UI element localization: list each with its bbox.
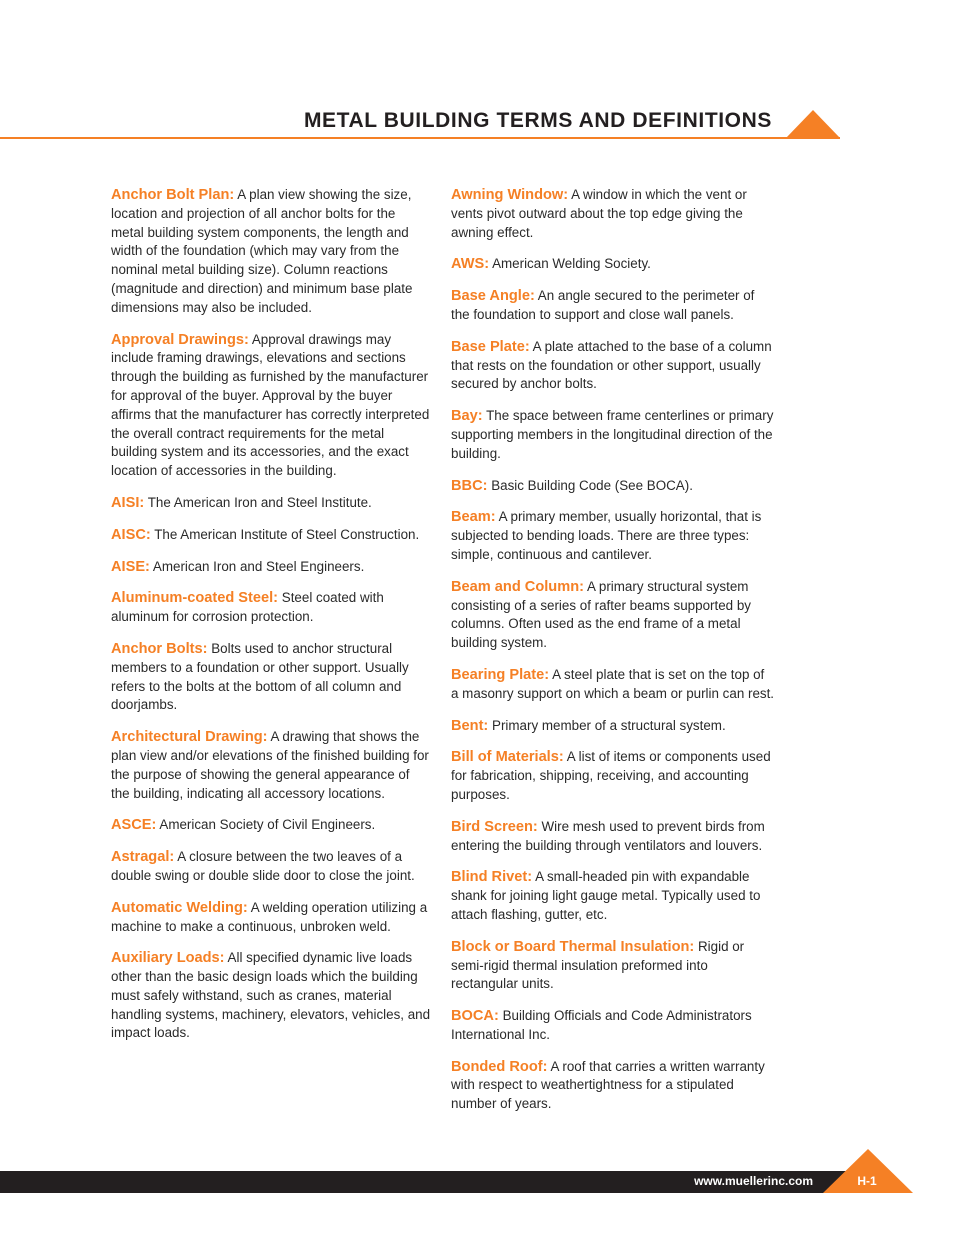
glossary-entry [451, 1007, 775, 1045]
glossary-entry [111, 949, 431, 1043]
glossary-term: Bird Screen: [451, 818, 538, 835]
glossary-term: AISI: [111, 494, 145, 511]
glossary-definition: A plan view showing the size, location and projection of all anchor bolts for the metal building system components, the length and width of the foundation (which may vary from the nominal metal building size). Column reactions (magnitude and direction) and minimum base plate dimensions may also be included. [111, 187, 413, 315]
glossary-entry [451, 287, 775, 325]
glossary-term: Bent: [451, 717, 489, 734]
glossary-entry [111, 494, 431, 513]
glossary-term: Anchor Bolt Plan: [111, 187, 235, 203]
glossary-term: Base Plate: [451, 338, 530, 355]
glossary-definition: An angle secured to the perimeter of the foundation to support and close wall panels. [451, 288, 755, 322]
glossary-definition: A small-headed pin with expandable shank for joining light gauge metal. Typically used to attach flashing, gutter, etc. [451, 869, 761, 922]
glossary-definition: A primary structural system consisting of a series of rafter beams supported by columns. Often used as the end frame of a metal building system. [451, 578, 751, 651]
glossary-entry [111, 589, 431, 627]
glossary-entry [451, 938, 775, 994]
glossary-term: Anchor Bolts: [111, 640, 208, 657]
glossary-term: BBC: [451, 477, 488, 494]
glossary-definition: A list of items or components used for fabrication, shipping, receiving, and accounting purposes. [451, 749, 771, 802]
left-column [111, 186, 431, 1056]
glossary-term: BOCA: [451, 1008, 499, 1025]
glossary-definition: Building Officials and Code Administrators International Inc. [451, 1008, 752, 1042]
glossary-entry [111, 186, 431, 318]
glossary-term: Bay: [451, 408, 483, 425]
glossary-entry [111, 331, 431, 481]
glossary-definition: Bolts used to anchor structural members to a foundation or other support. Usually refers to the bolts at the bottom of all column and doorjambs. [111, 640, 409, 713]
glossary-definition: The American Institute of Steel Construction. [154, 526, 420, 542]
glossary-term: Beam: [451, 509, 496, 526]
glossary-definition: The space between frame centerlines or primary supporting members in the longitudinal direction of the building. [451, 408, 774, 461]
glossary-entry [111, 899, 431, 937]
glossary-entry [451, 868, 775, 924]
right-column [451, 186, 775, 1127]
page-title: METAL BUILDING TERMS AND DEFINITIONS [303, 109, 772, 132]
glossary-term: Automatic Welding: [111, 899, 248, 916]
glossary-entry [111, 816, 431, 835]
glossary-term: Approval Drawings: [111, 331, 249, 348]
glossary-term: Bill of Materials: [451, 749, 564, 766]
glossary-definition: American Society of Civil Engineers. [159, 817, 376, 833]
glossary-definition: All specified dynamic live loads other than the basic design loads which the building must safely withstand, such as cranes, material handling systems, machinery, elevators, vehicles, and impact loads. [111, 950, 431, 1041]
glossary-term: Bonded Roof: [451, 1058, 548, 1075]
glossary-entry [451, 338, 775, 394]
glossary-term: AISC: [111, 526, 151, 543]
glossary-definition: A window in which the vent or vents pivot outward about the top edge giving the awning effect. [451, 187, 747, 240]
glossary-entry [451, 508, 775, 564]
glossary-definition: A plate attached to the base of a column that rests on the foundation or other support, usually secured by anchor bolts. [451, 338, 772, 392]
footer-website-link[interactable]: www.muellerinc.com [694, 1174, 813, 1188]
glossary-term: Blind Rivet: [451, 869, 533, 886]
glossary-entry [111, 848, 431, 886]
glossary-definition: Wire mesh used to prevent birds from entering the building through ventilators and louvers. [451, 818, 765, 853]
glossary-entry [111, 728, 431, 803]
glossary-term: Base Angle: [451, 288, 535, 305]
glossary-entry [451, 407, 775, 463]
glossary-entry [451, 578, 775, 653]
glossary-definition: The American Iron and Steel Institute. [147, 494, 372, 510]
glossary-definition: A closure between the two leaves of a double swing or double slide door to close the joint. [111, 849, 415, 883]
glossary-definition: A roof that carries a written warranty with respect to weathertightness for a stipulated number of years. [451, 1058, 765, 1112]
glossary-term: ASCE: [111, 817, 157, 834]
glossary-term: Astragal: [111, 849, 175, 866]
glossary-term: Architectural Drawing: [111, 729, 268, 746]
title-divider [0, 137, 840, 139]
glossary-entry [111, 640, 431, 715]
title-triangle-ornament [786, 110, 840, 138]
glossary-term: AISE: [111, 558, 150, 575]
page-number: H-1 [857, 1174, 877, 1188]
glossary-definition: A primary member, usually horizontal, that is subjected to bending loads. There are three types: simple, continuous and cantilever. [451, 509, 762, 562]
glossary-definition: Approval drawings may include framing drawings, elevations and sections through the building as furnished by the manufacturer for approval of the buyer. Approval by the buyer affirms that the manufacturer has correctly interpreted the overall contract requirements for the metal building system and its accessories, and the exact location of accessories in the building. [111, 331, 430, 479]
glossary-entry [451, 186, 775, 242]
glossary-term: AWS: [451, 256, 490, 273]
glossary-definition: Basic Building Code (See BOCA). [491, 477, 693, 493]
glossary-term: Bearing Plate: [451, 666, 550, 683]
glossary-entry [451, 717, 775, 736]
glossary-definition: A drawing that shows the plan view and/or elevations of the finished building for the purpose of showing the general appearance of the building, indicating all accessory locations. [111, 729, 429, 801]
glossary-entry [451, 477, 775, 496]
glossary-definition: Rigid or semi-rigid thermal insulation preformed into rectangular units. [451, 938, 745, 992]
glossary-entry [451, 748, 775, 804]
glossary-entry [111, 526, 431, 545]
glossary-term: Beam and Column: [451, 578, 584, 595]
glossary-entry [451, 1058, 775, 1114]
glossary-definition: A steel plate that is set on the top of a masonry support on which a beam or purlin can rest. [451, 666, 775, 701]
glossary-term: Awning Window: [451, 187, 569, 203]
glossary-definition: A welding operation utilizing a machine to make a continuous, unbroken weld. [111, 899, 428, 934]
glossary-entry [451, 818, 775, 856]
glossary-entry [111, 558, 431, 577]
glossary-definition: American Iron and Steel Engineers. [152, 558, 365, 574]
glossary-definition: Primary member of a structural system. [492, 717, 726, 733]
glossary-definition: Steel coated with aluminum for corrosion protection. [111, 590, 384, 625]
glossary-definition: American Welding Society. [492, 256, 651, 272]
glossary-term: Aluminum-coated Steel: [111, 590, 279, 607]
glossary-entry [451, 255, 775, 274]
glossary-term: Block or Board Thermal Insulation: [451, 938, 695, 955]
glossary-term: Auxiliary Loads: [111, 950, 225, 967]
glossary-entry [451, 666, 775, 704]
